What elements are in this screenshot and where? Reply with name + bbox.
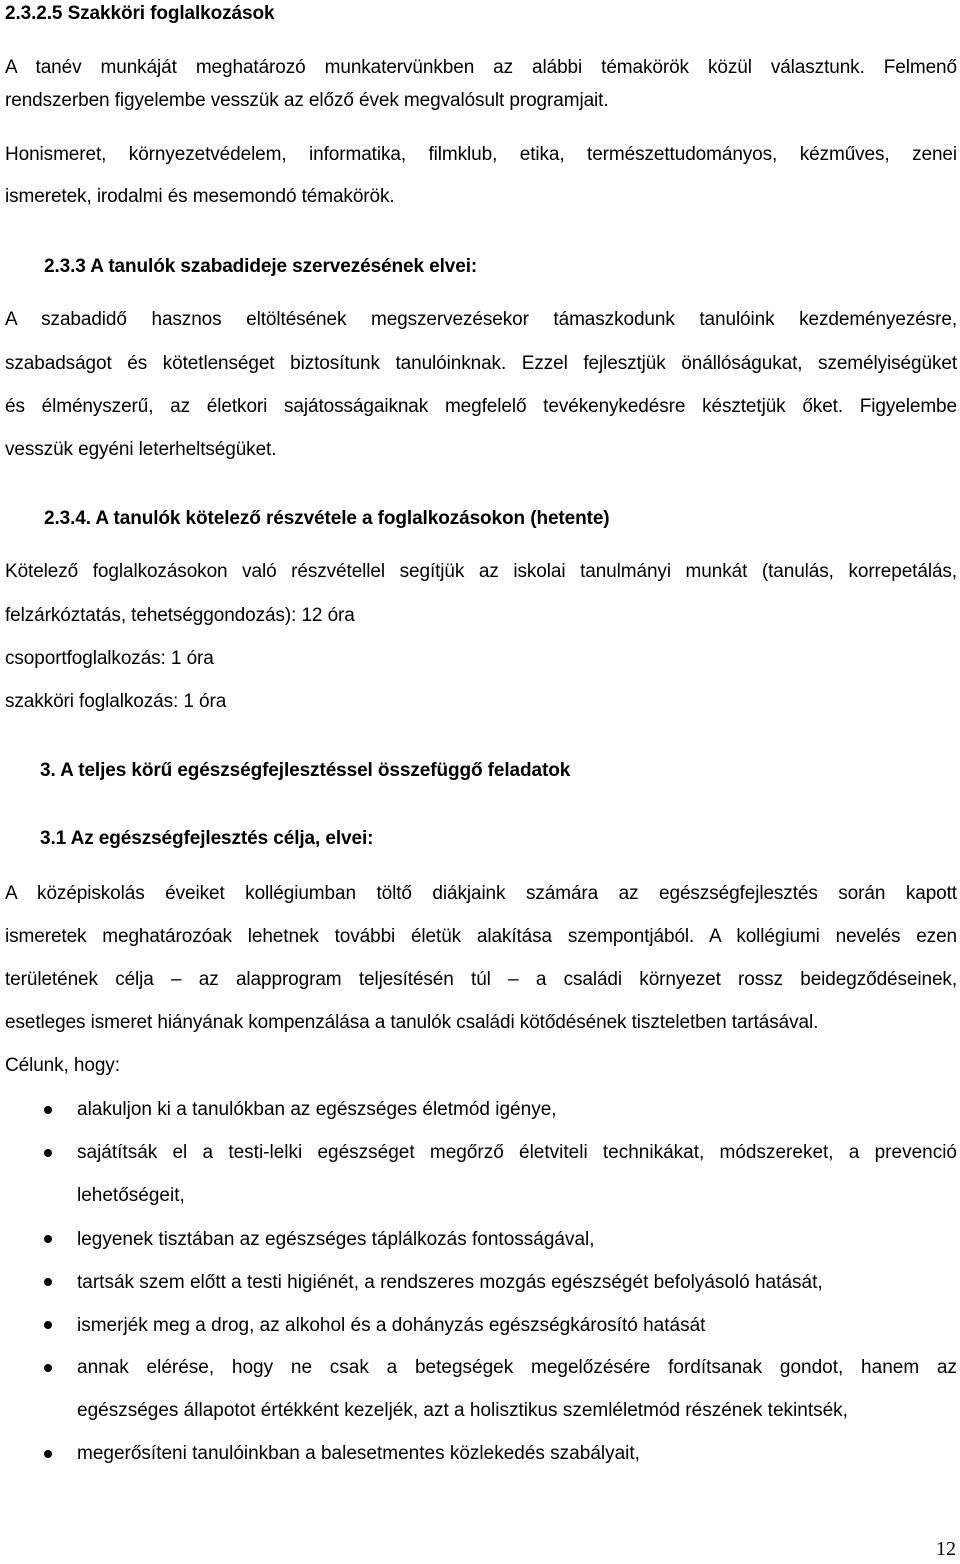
paragraph-line: területének célja – az alapprogram teljesítésén túl – a családi környezet rossz beidegződéseinek, [5,969,957,990]
bullet-icon [44,1450,52,1458]
paragraph-line: Kötelező foglalkozásokon való részvétellel segítjük az iskolai tanulmányi munkát (tanulás, korrepetálás, [5,561,957,582]
section-heading-2-3-4 [44,508,957,530]
paragraph-line: Honismeret, környezetvédelem, informatika, filmklub, etika, természettudományos, kézműves, zenei [5,144,957,165]
paragraph-line: és élményszerű, az életkori sajátosságaiknak megfelelő tevékenykedésre késztetjük őket. Figyelembe [5,396,957,417]
list-item: sajátítsák el a testi-lelki egészséget megőrző életviteli technikákat, módszereket, a prevenció [77,1142,957,1163]
section-heading-number: 2.3.4. [44,508,91,529]
paragraph-line: szabadságot és kötetlenséget biztosítunk tanulóinknak. Ezzel fejlesztjük önállóságukat, személyiségüket [5,353,957,374]
bullet-icon [44,1364,52,1372]
bullet-icon [44,1235,52,1243]
page-number: 12 [936,1538,956,1560]
paragraph-line: ismeretek meghatározóak lehetnek további életük alakítása szempontjából. A kollégiumi nevelés ezen [5,926,957,947]
list-item: megerősíteni tanulóinkban a balesetmentes közlekedés szabályait, [77,1443,640,1464]
paragraph-line: ismeretek, irodalmi és mesemondó témakörök. [5,186,395,207]
paragraph-line: A tanév munkáját meghatározó munkatervünkben az alábbi témakörök közül választunk. Felmenő [5,57,957,78]
list-item: legyenek tisztában az egészséges táplálkozás fontosságával, [77,1229,595,1250]
list-item-continuation: egészséges állapotot értékként kezeljék, azt a holisztikus szemléletmód részének tekintsék, [77,1400,848,1421]
paragraph-line: rendszerben figyelembe vesszük az előző évek megvalósult programjait. [5,90,609,111]
bullet-icon [44,1149,52,1157]
paragraph-line: felzárkóztatás, tehetséggondozás): 12 óra [5,605,355,626]
list-item: tartsák szem előtt a testi higiénét, a rendszeres mozgás egészségét befolyásoló hatását, [77,1272,823,1293]
paragraph-line: A középiskolás éveiket kollégiumban töltő diákjaink számára az egészségfejlesztés során kapott [5,883,957,904]
bullet-icon [44,1321,52,1329]
section-heading-3-1: 3.1 Az egészségfejlesztés célja, elvei: [40,828,374,849]
paragraph-line: A szabadidő hasznos eltöltésének megszervezésekor támaszkodunk tanulóink kezdeményezésre, [5,309,957,330]
paragraph-line: esetleges ismeret hiányának kompenzálása a tanulók családi kötődésének tiszteletben tartásával. [5,1012,819,1033]
list-item: alakuljon ki a tanulókban az egészséges életmód igénye, [77,1099,557,1120]
bullet-icon [44,1278,52,1286]
section-heading-text: A tanulók kötelező részvétele a foglalkozásokon (hetente) [95,508,610,529]
bullet-icon [44,1106,52,1114]
paragraph-line: vesszük egyéni leterheltségüket. [5,439,277,460]
list-item: ismerjék meg a drog, az alkohol és a dohányzás egészségkárosító hatását [77,1315,706,1336]
list-item: annak elérése, hogy ne csak a betegségek megelőzésére fordítsanak gondot, hanem az [77,1357,957,1378]
section-heading-2-3-2-5: 2.3.2.5 Szakköri foglalkozások [5,3,275,24]
paragraph-line: csoportfoglalkozás: 1 óra [5,648,214,669]
paragraph-line: szakköri foglalkozás: 1 óra [5,691,227,712]
section-heading-2-3-3: 2.3.3 A tanulók szabadideje szervezésének elvei: [44,256,478,277]
list-item-continuation: lehetőségeit, [77,1185,185,1206]
section-heading-3: 3. A teljes körű egészségfejlesztéssel összefüggő feladatok [40,760,571,781]
paragraph-line: Célunk, hogy: [5,1055,120,1076]
